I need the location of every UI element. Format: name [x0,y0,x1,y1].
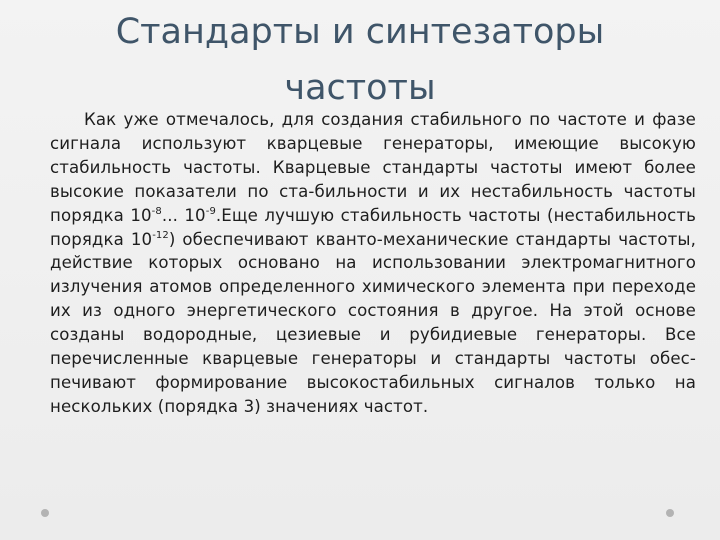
right-decorative-dot [666,509,674,517]
slide-title [60,4,660,116]
exponent-1: -8 [151,205,162,217]
title-line-1: Стандарты и синтезаторы [115,12,605,52]
paragraph-part-4: ) обеспечивают кванто-механические стандарты частоты, действие которых основано на использовании электромагнитного излучения атомов определенного химического элемента при переходе их из одного энергетического состояния в другое. На этой основе созданы водородные, цезиевые и рубидиевые генераторы. Все перечисленные кварцевые генераторы и стандарты частоты обес-печивают формирование высокостабильных сигналов только на нескольких (порядка 3) значениях частот. [50,229,696,416]
paragraph-part-1: Как уже отмечалось, для создания стабильного по частоте и фазе сигнала используют кварцевые генераторы, имеющие высокую стабильность частоты. Кварцевые стандарты частоты имеют более высокие показатели по ста-бильности и их нестабильность частоты порядка 10 [50,110,696,225]
paragraph-part-3: .Еще лучшую стабильность частоты (нестабильность порядка 10 [50,205,696,249]
title-line-2: частоты [284,68,436,108]
exponent-2: -9 [205,205,216,217]
left-decorative-dot [41,509,49,517]
body-paragraph [50,108,696,419]
paragraph-part-2: ... 10 [161,205,206,225]
exponent-3: -12 [152,229,169,241]
